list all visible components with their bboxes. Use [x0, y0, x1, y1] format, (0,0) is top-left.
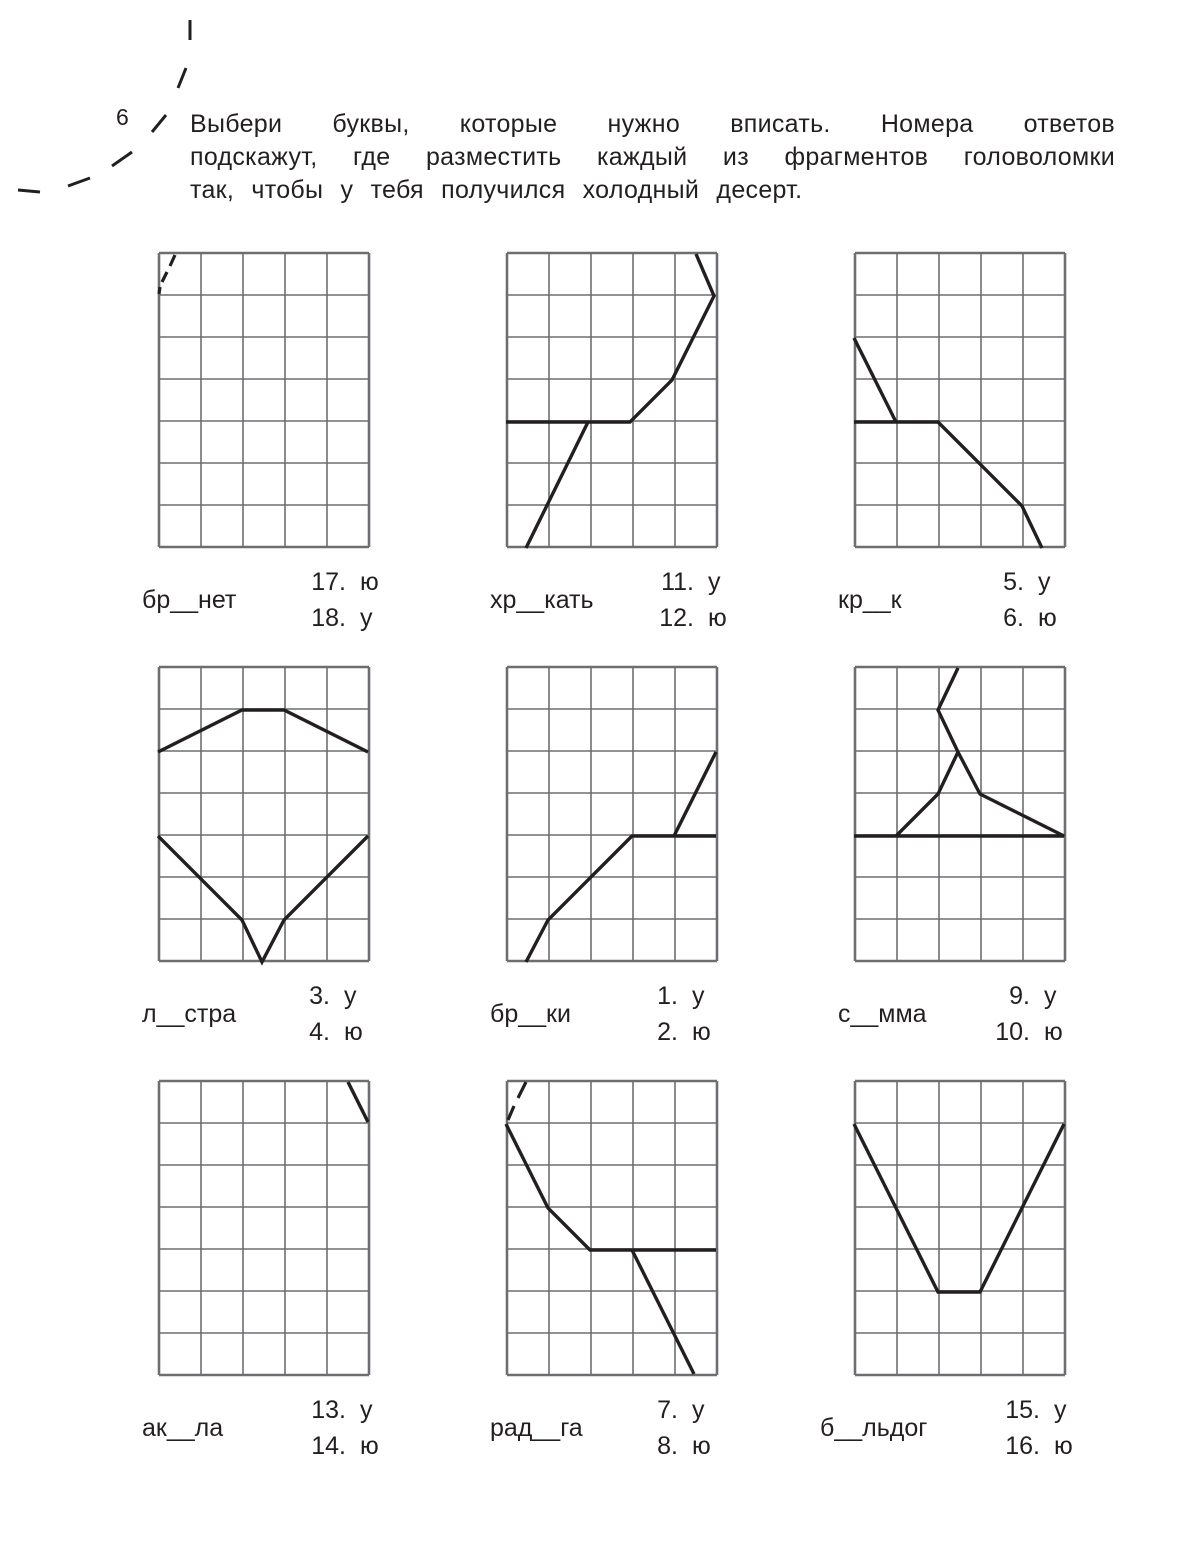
answer-option: 7. у	[657, 1396, 705, 1424]
answer-option: 1. у	[657, 982, 705, 1010]
puzzle-card-3	[838, 252, 1158, 632]
puzzle-grid-9	[854, 1080, 1066, 1377]
answer-option: 9. у	[1009, 982, 1057, 1010]
answer-option: 15. у	[1005, 1396, 1067, 1424]
puzzle-grid-6	[854, 666, 1066, 963]
puzzle-card-6	[838, 666, 1158, 1046]
puzzle-card-8	[490, 1080, 810, 1460]
answer-option: 13. у	[311, 1396, 373, 1424]
puzzle-word: бр__ки	[490, 1000, 571, 1028]
instruction-line: так, чтобы у тебя получился холодный десерт.	[190, 176, 803, 204]
answer-option: 18. у	[311, 604, 373, 632]
answer-option: 12. ю	[659, 604, 727, 632]
puzzle-word: хр__кать	[490, 586, 594, 614]
answer-option: 3. у	[309, 982, 357, 1010]
puzzle-card-9	[820, 1080, 1140, 1460]
answer-option: 10. ю	[995, 1018, 1063, 1046]
answer-option: 8. ю	[657, 1432, 711, 1460]
answer-option: 5. у	[1003, 568, 1051, 596]
puzzle-card-7	[142, 1080, 462, 1460]
answer-option: 14. ю	[311, 1432, 379, 1460]
puzzle-card-2	[490, 252, 810, 632]
puzzle-word: бр__нет	[142, 586, 237, 614]
puzzle-grid-5	[506, 666, 718, 963]
puzzle-word: рад__га	[490, 1414, 583, 1442]
puzzle-word: л__стра	[142, 1000, 237, 1028]
puzzle-grid-1	[158, 252, 370, 549]
instruction-line: Выбери буквы, которые нужно вписать. Номера ответов	[190, 110, 1115, 138]
instruction-line: подскажут, где разместить каждый из фрагментов головоломки	[190, 143, 1115, 171]
answer-option: 4. ю	[309, 1018, 363, 1046]
puzzle-word: с__мма	[838, 1000, 927, 1028]
task-number: 6	[116, 104, 129, 130]
answer-option: 16. ю	[1005, 1432, 1073, 1460]
puzzle-grid-3	[854, 252, 1066, 549]
puzzle-grid-7	[158, 1080, 370, 1377]
puzzle-word: б__льдог	[820, 1414, 928, 1442]
puzzle-word: ак__ла	[142, 1414, 224, 1442]
puzzle-card-1	[142, 252, 462, 632]
puzzle-grid-8	[506, 1080, 718, 1377]
task-instructions	[190, 108, 1115, 207]
answer-option: 17. ю	[311, 568, 379, 596]
answer-option: 6. ю	[1003, 604, 1057, 632]
puzzle-grid-2	[506, 252, 718, 549]
puzzle-card-4	[142, 666, 462, 1046]
puzzle-grid-4	[158, 666, 370, 963]
answer-option: 11. у	[661, 568, 721, 596]
puzzle-card-5	[490, 666, 810, 1046]
answer-option: 2. ю	[657, 1018, 711, 1046]
puzzle-word: кр__к	[838, 586, 902, 614]
